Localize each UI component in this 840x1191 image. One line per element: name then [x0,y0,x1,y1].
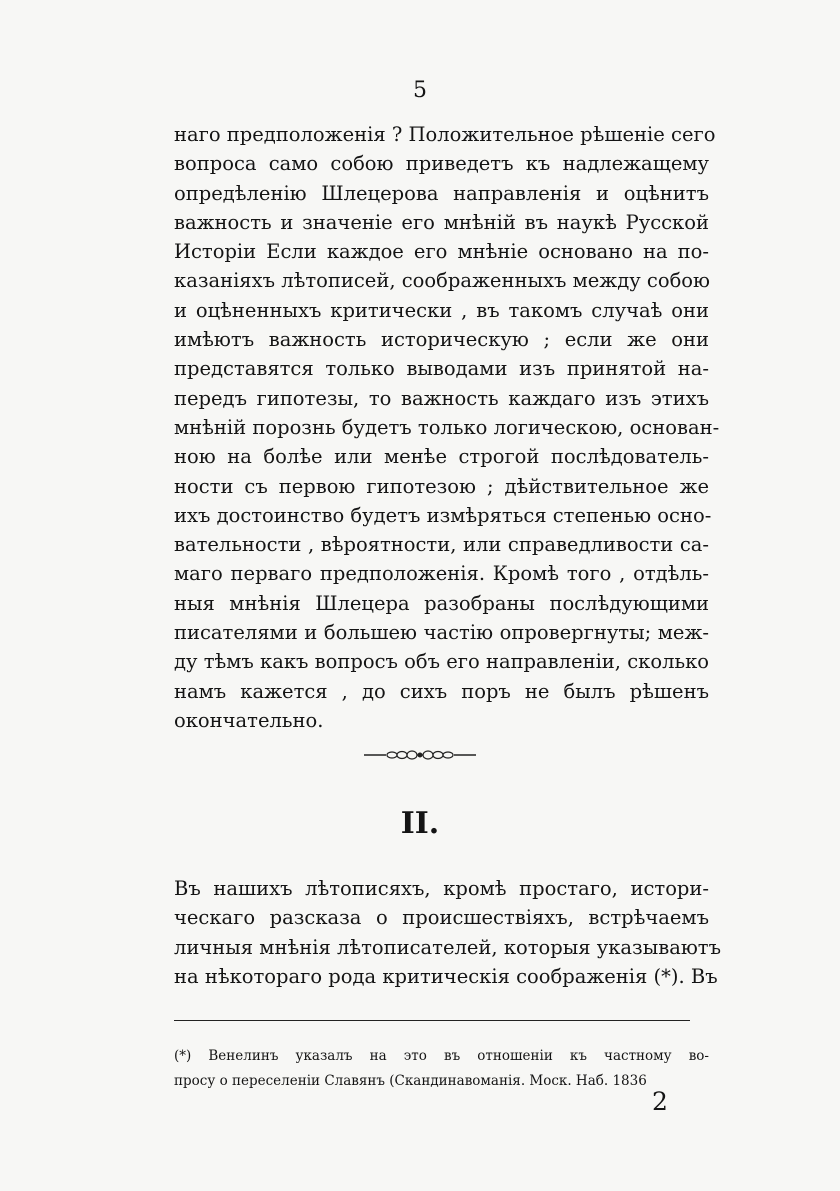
footnote-line: просу о переселеніи Славянъ (Скандинавоманія. Моск. Наб. 1836 [174,1073,647,1089]
text-line: ду тѣмъ какъ вопросъ объ его направленіи, сколько [174,650,709,674]
text-line: вательности , вѣроятности, или справедливости са- [174,533,709,557]
footnote-rule [174,1020,690,1021]
signature-mark: 2 [652,1087,668,1116]
paragraph-1 [174,120,720,735]
footnote-line: (*) Венелинъ указалъ на это въ отношеніи къ частному во- [174,1048,709,1064]
page-number: 5 [413,78,427,103]
text-line: намъ кажется , до сихъ поръ не былъ рѣшенъ [174,679,709,703]
text-line: и оцѣненныхъ критически , въ такомъ случаѣ они [174,298,709,322]
text-line: опредѣленію Шлецерова направленія и оцѣнитъ [174,181,709,205]
paragraph-2 [174,874,721,991]
text-line: наго предположенія ? Положительное рѣшеніе сего [174,123,716,146]
text-line: имѣютъ важность историческую ; если же они [174,328,709,352]
text-line: передъ гипотезы, то важность каждаго изъ этихъ [174,386,709,410]
text-line: писателями и большею частію опровергнуты; меж- [174,621,709,645]
text-line: вопроса само собою приведетъ къ надлежащему [174,152,709,176]
text-line: ности съ первою гипотезою ; дѣйствительное же [174,474,709,498]
text-line: важность и значеніе его мнѣній въ наукѣ Русской [174,210,709,234]
text-line: представятся только выводами изъ принятой на- [174,357,709,381]
text-line: мнѣній порознь будетъ только логическою, основан- [174,415,720,439]
ornament-icon [364,749,476,761]
text-line: ныя мнѣнія Шлецера разобраны послѣдующими [174,591,709,615]
text-line: маго перваго предположенія. Кромѣ того , отдѣль- [174,562,709,586]
text-line: Въ нашихъ лѣтописяхъ, кромѣ простаго, истори- [174,877,709,900]
text-line: окончательно. [174,708,324,732]
text-line: на нѣкотораго рода критическія соображенія (*). Въ [174,964,718,988]
text-line: ческаго разсказа о происшествіяхъ, встрѣчаемъ [174,906,709,930]
text-line: ихъ достоинство будетъ измѣряться степенью осно- [174,503,712,527]
decorative-divider [0,749,840,761]
text-line: казаніяхъ лѣтописей, соображенныхъ между собою [174,269,711,293]
text-line: личныя мнѣнія лѣтописателей, которыя указываютъ [174,935,721,959]
text-line: Исторіи Если каждое его мнѣніе основано на по- [174,240,709,264]
section-heading: II. [400,806,440,841]
text-line: ною на болѣе или менѣе строгой послѣдователь- [174,445,709,469]
footnote [174,1044,709,1094]
